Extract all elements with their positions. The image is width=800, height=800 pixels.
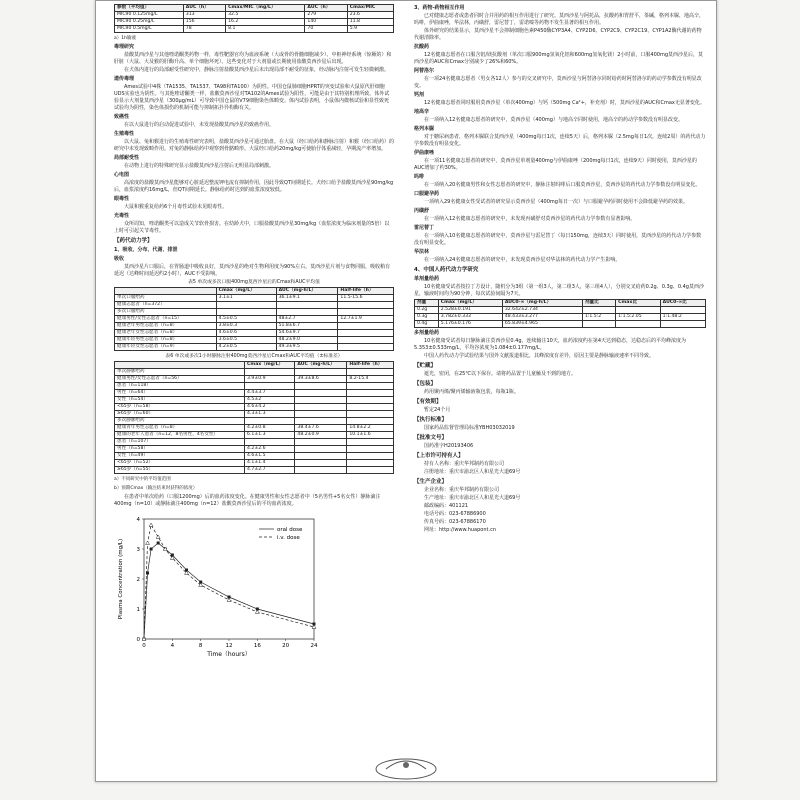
- paragraph: 网址：http://www.huapont.cn: [424, 527, 496, 533]
- paragraph: 在一项纳入12名健康志愿者的研究中，莫西沙星（400mg）与地高辛同时使用，地高辛的药动学参数没有明显改变。: [424, 117, 683, 123]
- left-text: [114, 44, 394, 278]
- table-cell: 健康老年女性志愿者（n=8）: [115, 330, 217, 337]
- right-column: [414, 3, 706, 535]
- table-header-cell: AUC（h）: [305, 5, 347, 12]
- heading: 阿替洛尔: [414, 68, 435, 74]
- table-row: [115, 309, 394, 316]
- dose-table: [414, 299, 706, 328]
- table-cell: [216, 309, 276, 316]
- table-cell: 279: [305, 12, 347, 19]
- table-cell: 患者（n=107）: [115, 439, 245, 446]
- table-cell: 多次口服给药: [115, 309, 217, 316]
- table-header-cell: AUC0-∞（mg·h/L）: [502, 300, 582, 307]
- table-cell: 51.8±6.7: [276, 323, 338, 330]
- paragraph: 10名健康受试者按拉丁方设计，随机分为3组（第一组3人，第二组3人，第三组4人），分别交叉给药0.2g、0.3g、0.4g莫西沙星，输液时间均为90分钟，每次试验间隔为7天。: [414, 284, 704, 297]
- heading: 多剂量给药: [414, 330, 440, 336]
- table-cell: 3.9±0.9: [245, 376, 295, 383]
- table-cell: 3.8±0.3: [216, 323, 276, 330]
- table-cell: [245, 418, 295, 425]
- table-header-cell: Cmax（mg/L）: [216, 288, 276, 295]
- paragraph: 在一项纳入12名健康志愿者的研究中，未发现丙磺舒对莫西沙星的药代动力学参数有显著影响。: [424, 216, 636, 222]
- table-cell: 健康年轻女性志愿者（n=9）: [115, 344, 217, 351]
- paragraph: 一项纳入29名健康女性受试者的研究显示莫西沙星（400mg每日一次）与口服避孕药同时使用不会降低避孕药的效果。: [424, 199, 688, 205]
- table-cell: 48.2±0.9: [295, 432, 347, 439]
- table6: [114, 361, 394, 474]
- paragraph: 在患者中单次给药（口服1200mg）后的血药浓度变化。在健康男性和女性志愿者中（5名男性+5名女性）静脉滴注400mg（n=10）或静脉滴注400mg（n=12）盐酸莫西沙星后的平均血药浓度。: [114, 494, 381, 507]
- table-cell: [660, 321, 705, 328]
- table-cell: 4.7±2.7: [245, 467, 295, 474]
- paragraph: 生产地址：重庆市渝北区人和星光大道69号: [424, 495, 521, 501]
- table-cell: [347, 383, 394, 390]
- table-cell: 女性（n=49）: [115, 453, 245, 460]
- table-row: [115, 404, 394, 411]
- table-row: [115, 460, 394, 467]
- paragraph: 药用聚丙烯/聚丙烯输液瓶包装，每瓶1瓶。: [424, 389, 519, 395]
- table-cell: 女性（n=54）: [115, 397, 245, 404]
- y-tick-label: 2: [136, 577, 140, 583]
- table-header-cell: Cmax/MIC: [347, 5, 393, 12]
- heading: 【执行标准】: [414, 417, 448, 423]
- table-cell: 健康的老年人患者（n=12，8名男性，4名女性）: [115, 432, 245, 439]
- series-line-1: [144, 525, 314, 639]
- table-cell: [245, 439, 295, 446]
- table-cell: ≥65岁（n=60）: [115, 411, 245, 418]
- table-cell: MIC90 0.25mg/L: [115, 19, 184, 26]
- table-header-cell: Cmax（mg/L）: [245, 362, 295, 369]
- table-row: [115, 446, 394, 453]
- heading: 钙剂: [414, 92, 425, 98]
- heading: 【贮藏】: [414, 363, 437, 369]
- paragraph: 在一项24名健康志愿者（男女各12人）参与的交叉研究中，莫西沙星与阿替洛尔同时给药时阿替洛尔的药动学参数没有明显改变。: [414, 76, 702, 89]
- data-point: [146, 541, 150, 545]
- table-cell: 3.782±0.333: [438, 314, 502, 321]
- table-cell: [295, 418, 347, 425]
- paragraph: 高浓度的盐酸莫西沙星能够对心脏延迟整流钾电流有抑制作用，因此导致QT间期延长。犬经口给予盐酸莫西沙星90mg/kg后，血浆浓度约16mg/L，但QT间期延长。静脉给药时达到的血浆浓度较低。: [114, 180, 394, 193]
- right-text: [414, 5, 706, 298]
- table-row: [115, 425, 394, 432]
- heading: 4、中国人药代动力学研究: [414, 267, 479, 273]
- table-cell: 4.6±4.2: [245, 404, 295, 411]
- x-tick-label: 16: [253, 643, 261, 649]
- x-tick-label: 0: [142, 643, 146, 649]
- table-cell: 4.3±1.3: [245, 411, 295, 418]
- heading: 光毒性: [114, 213, 130, 219]
- heading: 单剂量给药: [414, 276, 440, 282]
- table-cell: 4.2±0.5: [216, 344, 276, 351]
- table-cell: 3.6±0.5: [216, 337, 276, 344]
- table-cell: 健康男性/女性志愿者（n=56）: [115, 376, 245, 383]
- left-column: [114, 3, 394, 661]
- legend-label: oral dose: [277, 527, 303, 533]
- table-cell: 8.1: [226, 26, 305, 33]
- table-cell: [338, 323, 394, 330]
- table-cell: 4.4±3.7: [245, 390, 295, 397]
- table-header-cell: 剂量比: [582, 300, 615, 307]
- left-after-text: [114, 494, 394, 508]
- data-point: [255, 610, 259, 614]
- paragraph: 国药准字H20193406: [424, 443, 474, 449]
- heading: 1、吸收、分布、代谢、排泄: [114, 247, 178, 253]
- table-cell: [338, 302, 394, 309]
- table-row: [115, 411, 394, 418]
- table-cell: 16.2: [226, 19, 305, 26]
- paragraph: 暂定24个月: [424, 407, 451, 413]
- table-cell: 78: [183, 26, 225, 33]
- paragraph: 邮政编码：401121: [424, 503, 469, 509]
- table-cell: <65岁（n=52）: [115, 460, 245, 467]
- heading: 丙磺舒: [414, 208, 430, 214]
- legend-label: i.v. dose: [277, 535, 300, 541]
- table-cell: 49.3±9.5: [276, 344, 338, 351]
- data-point: [150, 548, 153, 551]
- table-cell: 男性（n=58）: [115, 446, 245, 453]
- paragraph: 10名健康受试者每日静脉滴注莫西沙星0.4g，连续输注10天，血药浓度约在第4天达到稳态，达稳态后的平均峰浓度为5.353±0.533mg/L，平均谷浓度为1.084±0.177mg/L。: [414, 338, 687, 351]
- heading: 【药代动力学】: [114, 238, 153, 244]
- top-table: [114, 4, 394, 33]
- table-cell: 48±2.7: [276, 316, 338, 323]
- heading: 【批准文号】: [414, 435, 448, 441]
- heading: 伊曲康唑: [414, 150, 435, 156]
- paragraph: 在犬体内进行的局部耐受性研究中，静脉注射盐酸莫西沙星后未出现局部不耐受的征象，经动脉内注射可发生轻微刺激。: [124, 67, 390, 73]
- document-sheet: [95, 0, 717, 782]
- data-point: [156, 535, 160, 539]
- table5-caption: 表5 单次或多次口服400mg莫西沙星后的Cmax和AUC平均值: [188, 280, 320, 285]
- table-row: [115, 344, 394, 351]
- table-header-cell: Half-life（h）: [338, 288, 394, 295]
- x-tick-label: 20: [282, 643, 290, 649]
- paragraph: 以大鼠、兔和猴进行的生殖毒性研究表明，盐酸莫西沙星可通过胎盘。在大鼠（经口给药和静脉注射）和猴（经口给药）的研究中未发现致畸作用。对兔的静脉给药中观察到骨骼畸形。大鼠经口给药20mg/kg可使胎仔体重减轻，孕期流产率增加。: [114, 139, 395, 152]
- table-cell: [347, 467, 394, 474]
- heading: 眼毒性: [114, 196, 130, 202]
- table-row: [115, 376, 394, 383]
- table-cell: 健康年轻男性志愿者（n=8）: [115, 337, 217, 344]
- table-cell: [347, 460, 394, 467]
- table-cell: 健康志愿者（n=372）: [115, 302, 217, 309]
- heading: 【有效期】: [414, 399, 442, 405]
- paragraph: 体外研究的结果显示，莫西沙星不会抑制细胞色素P450酶CYP3A4、CYP2D6、CYP2C9、CYP2C19、CYP1A2酶代谢的药物代谢清除率。: [414, 28, 702, 41]
- table-row: [115, 19, 394, 26]
- table-cell: 1:1.5:2.05: [616, 314, 661, 321]
- table-row: [115, 397, 394, 404]
- table-cell: [295, 439, 347, 446]
- table-row: [415, 307, 706, 314]
- paragraph: 传真号码：023-67886170: [424, 519, 486, 525]
- paragraph: 在一项11名健康志愿者的研究中，莫西沙星单剂量400mg与伊曲康唑（200mg每日1次，连续9天）同时使用，莫西沙星的AUC增加了约30%。: [414, 158, 697, 171]
- table-cell: 32.642±2.734: [502, 307, 582, 314]
- heading: 【包装】: [414, 381, 437, 387]
- table-cell: [276, 302, 338, 309]
- table-cell: [338, 344, 394, 351]
- paragraph: 在一项纳入20名健康男性和女性志愿者的研究中，静脉注射吗啡后口服莫西沙星，莫西沙星的药代动力学参数没有明显变化。: [424, 182, 701, 188]
- table-row: [115, 383, 394, 390]
- table-cell: [582, 307, 615, 314]
- table-cell: 4.5±0.5: [216, 316, 276, 323]
- table-cell: 4.2±2.6: [245, 446, 295, 453]
- table-cell: [347, 390, 394, 397]
- table-cell: [347, 439, 394, 446]
- table-header-cell: AUC（mg·h/L）: [295, 362, 347, 369]
- table-cell: [216, 302, 276, 309]
- table-cell: [347, 418, 394, 425]
- table-header-cell: AUC0-∞比: [660, 300, 705, 307]
- table-cell: [347, 397, 394, 404]
- table-cell: [338, 330, 394, 337]
- heading: 局部耐受性: [114, 155, 140, 161]
- heading: 生殖毒性: [114, 131, 135, 137]
- right-after-text: [414, 330, 706, 534]
- table-cell: [347, 404, 394, 411]
- table-note: a）不同研究中的平均值范围: [114, 477, 171, 482]
- table-cell: [295, 446, 347, 453]
- table-row: [115, 439, 394, 446]
- table-cell: 32.5: [226, 12, 305, 19]
- paragraph: 莫西沙星片口服后，在胃肠道中吸收良好，莫西沙星的绝对生物利用度为90%左右。莫西沙星片剂与食物同服，吸收稍有延迟（达峰时间延迟约2小时），AUC不受影响。: [114, 264, 391, 277]
- table-row: [115, 295, 394, 302]
- table-cell: 48.2±9.0: [276, 337, 338, 344]
- table-cell: 4.5±2: [245, 397, 295, 404]
- table-row: [115, 323, 394, 330]
- table-row: [115, 302, 394, 309]
- top-table-note: a）1h输液: [114, 36, 136, 41]
- table-cell: 10.1±1.6: [347, 432, 394, 439]
- table-cell: 患者（n=118）: [115, 383, 245, 390]
- table-header-cell: [115, 288, 217, 295]
- heading: 毒理研究: [114, 44, 135, 50]
- table-cell: [295, 411, 347, 418]
- table-cell: 多次静脉给药: [115, 418, 245, 425]
- table-row: [115, 12, 394, 19]
- table-row: [115, 316, 394, 323]
- paragraph: 在以大鼠进行的启动促进试验中，未发现盐酸莫西沙星的致癌作用。: [124, 122, 275, 128]
- paragraph: 注册地址：重庆市渝北区人和星光大道69号: [424, 469, 521, 475]
- table-cell: [295, 404, 347, 411]
- table-cell: 11.5-15.6: [338, 295, 394, 302]
- table-cell: [295, 460, 347, 467]
- paragraph: 在一项纳入10名健康志愿者的研究中，莫西沙星与雷尼替丁（每日150mg，连续3天）同时使用，莫西沙星的药代动力学参数没有明显变化。: [414, 233, 702, 246]
- heading: 地高辛: [414, 109, 430, 115]
- table-cell: 6.1±1.3: [245, 432, 295, 439]
- paragraph: 盐酸莫西沙星与其他喹诺酮类药物一样，毒性靶器官均为血液系统（大或骨的骨髓细胞减少）、中枢神经系统（惊厥的）和肝脏（大鼠、大及猴的肝酶升高、单个细胞坏死）。这些变化对于大剂量或长期使用盐酸莫西沙星后出现。: [114, 52, 392, 65]
- table-row: [115, 369, 394, 376]
- table-row: [115, 432, 394, 439]
- x-tick-label: 12: [225, 643, 233, 649]
- table-cell: 23.6: [347, 12, 393, 19]
- table-cell: 4.6±1.5: [245, 453, 295, 460]
- table-cell: 12.7±1.9: [338, 316, 394, 323]
- table-cell: [295, 390, 347, 397]
- y-tick-label: 0: [136, 637, 140, 643]
- heading: 格列本脲: [414, 126, 435, 132]
- table-header-cell: Cmax/MIC（mg/L）: [226, 5, 305, 12]
- x-tick-label: 8: [198, 643, 203, 649]
- table-cell: 36.1±9.1: [276, 295, 338, 302]
- heading: 心电图: [114, 172, 130, 178]
- table-cell: 健康青年男性志愿者（n=8）: [115, 425, 245, 432]
- table-row: [115, 467, 394, 474]
- table-cell: [295, 369, 347, 376]
- table-cell: ≥65岁（n=55）: [115, 467, 245, 474]
- table-cell: 5.176±0.176: [438, 321, 502, 328]
- table-cell: 140: [305, 19, 347, 26]
- bottom-emblem-icon: [366, 751, 446, 781]
- heading: 口服避孕药: [414, 191, 440, 197]
- concentration-chart: [114, 511, 324, 661]
- data-point: [149, 523, 153, 527]
- heading: 【上市许可持有人】: [414, 453, 464, 459]
- table-row: [115, 390, 394, 397]
- paragraph: 对于糖尿病患者，格列本脲联合莫西沙星（400mg每日1次，连续5天）后，格列本脲（2.5mg每日1次，连续2周）的药代动力学参数没有明显变化。: [414, 134, 706, 147]
- table-cell: 4.1±1.4: [245, 460, 295, 467]
- table-cell: 4.6±0.6: [216, 330, 276, 337]
- paragraph: 企业名称：重庆华邦制药有限公司: [424, 487, 500, 493]
- table-header-cell: [115, 362, 245, 369]
- table-cell: 8.2-15.4: [347, 376, 394, 383]
- table-row: [115, 453, 394, 460]
- table-cell: 1:1.5:2: [582, 314, 615, 321]
- series-line-0: [144, 543, 314, 639]
- paragraph: 在一项纳入24名健康志愿者的研究中，未发现莫西沙星对华法林的药代动力学产生影响。: [424, 257, 621, 263]
- table-cell: 54.6±9.7: [276, 330, 338, 337]
- heading: 华法林: [414, 249, 430, 255]
- table-cell: [347, 411, 394, 418]
- heading: 致癌性: [114, 114, 130, 120]
- table-row: [115, 418, 394, 425]
- table-cell: [245, 369, 295, 376]
- table-cell: [347, 446, 394, 453]
- paragraph: Ames试验中4株（TA1535、TA1537、TA98和TA100）为阴性。中国仓鼠肺细胞HPRT的突变试验和大鼠原代肝细胞UDS实验也为阴性。与其他喹诺酮类一样，盐酸莫西沙星对TA102的Ames试验为阳性，可能是由于其特别机理所致。体外试验显示大剂量莫西沙星（300μg/mL）可导致中国仓鼠的V79细胞染色体畸变。体内试验表明，小鼠体内微核试验和显性致死试验均为阴性，染色体损伤的机制可能与抑制拓扑异构酶有关。: [114, 84, 390, 111]
- table-cell: 单次口服给药: [115, 295, 217, 302]
- table-header-cell: 剂量: [415, 300, 439, 307]
- table-cell: [295, 383, 347, 390]
- y-tick-label: 1: [136, 607, 140, 613]
- table-cell: 单次静脉给药: [115, 369, 245, 376]
- table-cell: 0.3g: [415, 314, 439, 321]
- paragraph: 持有人名称：重庆华邦制药有限公司: [424, 461, 505, 467]
- table-header-cell: AUC（h）: [183, 5, 225, 12]
- heading: 遗传毒理: [114, 76, 135, 82]
- y-tick-label: 4: [136, 517, 140, 523]
- table-cell: 39.3±8.6: [295, 376, 347, 383]
- heading: 抗酸药: [414, 44, 430, 50]
- heading: 吗啡: [414, 174, 425, 180]
- table-row: [415, 321, 706, 328]
- x-tick-label: 24: [310, 643, 318, 649]
- table-cell: 1:1.48:2: [660, 314, 705, 321]
- table-cell: [347, 453, 394, 460]
- table-cell: [338, 309, 394, 316]
- table-cell: 0.4g: [415, 321, 439, 328]
- table-cell: 38.4±7.6: [295, 425, 347, 432]
- paragraph: 电话号码：023-67886900: [424, 511, 486, 517]
- table-cell: [616, 307, 661, 314]
- table-cell: [660, 307, 705, 314]
- paragraph: 众所周知，喹诺酮类可以造成关节软骨损害。在幼龄犬中，口服盐酸莫西沙星30mg/kg（血浆浓度为临床剂量的5倍）以上时可引起关节毒性。: [114, 221, 390, 234]
- table-cell: 65.839±4.965: [502, 321, 582, 328]
- table-header-cell: Cmax（mg/L）: [438, 300, 502, 307]
- table-cell: [295, 467, 347, 474]
- table-row: [415, 314, 706, 321]
- table-cell: [347, 369, 394, 376]
- table5: [114, 287, 394, 351]
- table6-notes: [114, 476, 394, 492]
- table-cell: 14.8±2.2: [347, 425, 394, 432]
- table-cell: 11.8: [347, 19, 393, 26]
- table-cell: [616, 321, 661, 328]
- table-cell: 4.2±0.8: [245, 425, 295, 432]
- table-cell: [582, 321, 615, 328]
- table-cell: [245, 383, 295, 390]
- table-cell: [295, 397, 347, 404]
- table-note: b）预期Cmax（输注结束时获得的浓度）: [114, 486, 198, 491]
- table-cell: 48.433±3.277: [502, 314, 582, 321]
- y-tick-label: 3: [136, 547, 140, 553]
- heading: 3、药物-药物相互作用: [414, 5, 465, 11]
- table-cell: 健康老年男性志愿者（n=8）: [115, 323, 217, 330]
- heading: 吸收: [114, 256, 125, 262]
- table-cell: 70: [305, 26, 347, 33]
- paragraph: 遮光，密闭，在25℃以下保存。请将药品置于儿童触及不到的地方。: [424, 371, 576, 377]
- paragraph: 国家药品监督管理局标准YBH03032019: [424, 425, 515, 431]
- table-cell: [338, 337, 394, 344]
- heading: 雷尼替丁: [414, 225, 435, 231]
- heading: 【生产企业】: [414, 479, 448, 485]
- table-row: [115, 337, 394, 344]
- paragraph: 已对健康志愿者或患者同时合并用药的相互作用进行了研究。莫西沙星与阿托品，抗酸药和胃舒平，茶碱，格列本脲，地高辛，吗啡，伊曲康唑，华法林，丙磺舒，雷尼替丁，雷诺嗪等药物不发生显著的相互作用。: [414, 13, 705, 26]
- y-axis-label: Plasma Concentration (mg/L): [118, 538, 124, 620]
- paragraph: 中国人药代动力学试验结果与国外文献报道相比，其峰浓度有差异，原因主要是静脉输液速率不同导致。: [424, 353, 655, 359]
- table-cell: 156: [183, 19, 225, 26]
- table-cell: 男性（n=64）: [115, 390, 245, 397]
- paragraph: 12名健康志愿者同时服用莫西沙星（单次400mg）与钙（500mg Ca²+，补充剂）时，莫西沙星的AUC和Cmax无显著变化。: [424, 100, 705, 106]
- table-cell: MIC90 0.5mg/L: [115, 26, 184, 33]
- table-cell: 0.2g: [415, 307, 439, 314]
- table-row: [115, 330, 394, 337]
- chart-svg: [114, 511, 324, 661]
- table-cell: [295, 453, 347, 460]
- table-cell: 2.528±0.191: [438, 307, 502, 314]
- table-header-cell: Cmax比: [616, 300, 661, 307]
- table-header-cell: Half-life（h）: [347, 362, 394, 369]
- paragraph: 大鼠和猴重复给药6个月毒性试验未见眼毒性。: [124, 204, 228, 210]
- table-cell: MIC90 0.125mg/L: [115, 12, 184, 19]
- table-cell: 3.1±1: [216, 295, 276, 302]
- paragraph: 12名健康志愿者在口服含铝/镁抗酸剂（单次口服900mg氢氧化铝和600mg氢氧化镁）2小时前，口服400mg莫西沙星后，莫西沙星的AUC和Cmax分别减少了26%和60%。: [414, 52, 703, 65]
- table6-caption: 表6 单次或多次1小时静脉注射400mg莫西沙星后Cmax和AUC平均值（±标准差）: [165, 354, 343, 359]
- data-point: [157, 542, 160, 545]
- table-cell: 5.9: [347, 26, 393, 33]
- table-cell: 健康男性/女性志愿者（n=15）: [115, 316, 217, 323]
- table-header-cell: AUC（mg·h/L）: [276, 288, 338, 295]
- data-point: [227, 598, 231, 602]
- table-cell: 313: [183, 12, 225, 19]
- x-axis-label: Time（hours）: [207, 651, 251, 658]
- x-tick-label: 4: [170, 643, 175, 649]
- table-cell: <65岁（n=58）: [115, 404, 245, 411]
- paragraph: 在动物上进行的特殊研究显示盐酸莫西沙星注射后无明显局部刺激。: [124, 163, 275, 169]
- table-header-cell: 参数（平均值）: [115, 5, 184, 12]
- table-row: [115, 26, 394, 33]
- table-cell: [276, 309, 338, 316]
